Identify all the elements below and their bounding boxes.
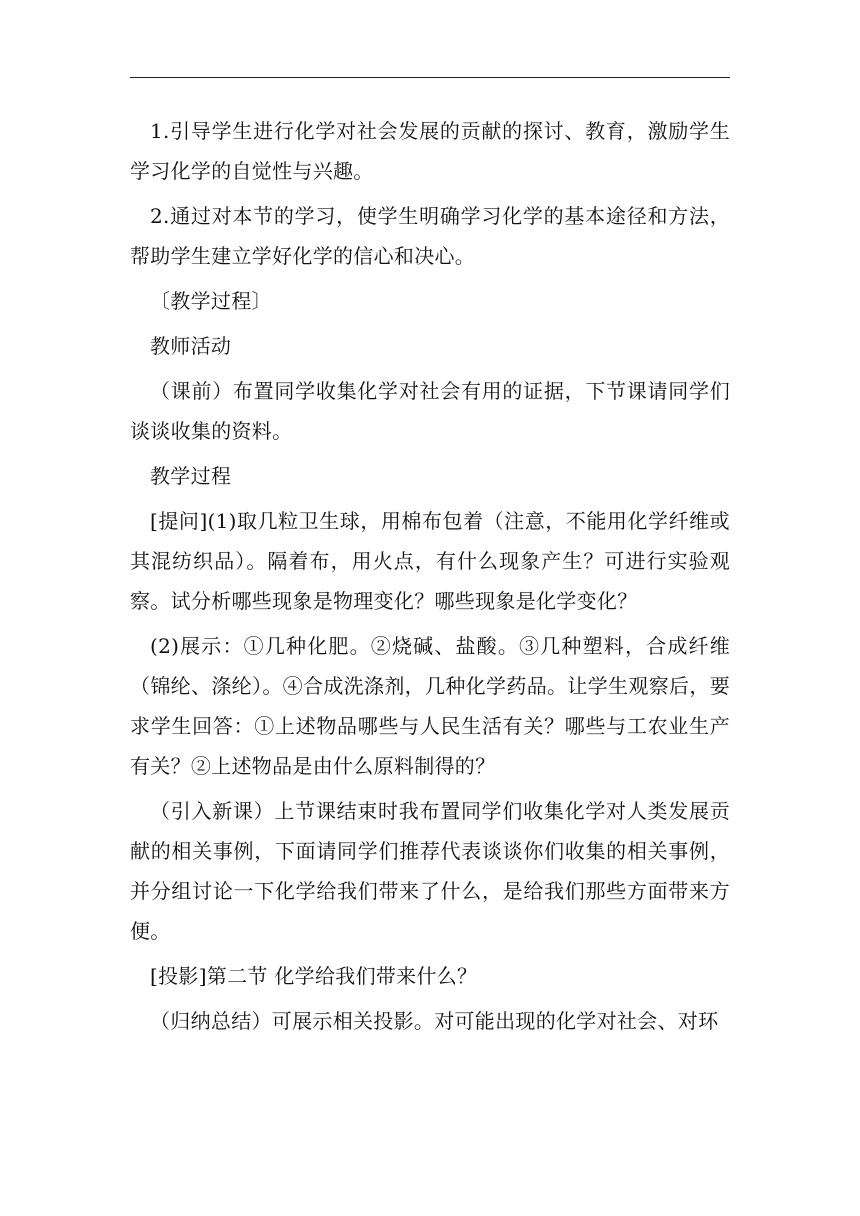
paragraph-teaching-process-heading: 〔教学过程〕 [150,289,272,313]
paragraph-objective-1: 1.引导学生进行化学对社会发展的贡献的探讨、教育，激励学生学习化学的自觉性与兴趣。 [130,119,730,183]
paragraph-teaching-process: 教学过程 [150,464,232,488]
paragraph-pre-class: （课前）布置同学收集化学对社会有用的证据，下节课请同学们谈谈收集的资料。 [130,379,730,443]
document-body [130,111,730,1046]
paragraph-teacher-activity: 教师活动 [150,334,232,358]
paragraph-objective-2: 2.通过对本节的学习，使学生明确学习化学的基本途径和方法，帮助学生建立学好化学的信心和决心。 [130,204,730,268]
paragraph-question: [提问](1)取几粒卫生球，用棉布包着（注意，不能用化学纤维或其混纺织品）。隔着布，用火点，有什么现象产生？可进行实验观察。试分析哪些现象是物理变化？哪些现象是化学变化？ [130,509,730,613]
header-rule [130,77,730,78]
paragraph-summary: （归纳总结）可展示相关投影。对可能出现的化学对社会、对环 [150,1009,719,1033]
paragraph-projection: [投影]第二节 化学给我们带来什么？ [150,964,478,988]
paragraph-display: (2)展示：①几种化肥。②烧碱、盐酸。③几种塑料，合成纤维（锦纶、涤纶）。④合成洗涤剂，几种化学药品。让学生观察后，要求学生回答：①上述物品哪些与人民生活有关？哪些与工农业生产有关？②上述物品是由什么原料制得的？ [130,634,730,778]
paragraph-introduction: （引入新课）上节课结束时我布置同学们收集化学对人类发展贡献的相关事例，下面请同学们推荐代表谈谈你们收集的相关事例，并分组讨论一下化学给我们带来了什么，是给我们那些方面带来方便。 [130,799,730,943]
